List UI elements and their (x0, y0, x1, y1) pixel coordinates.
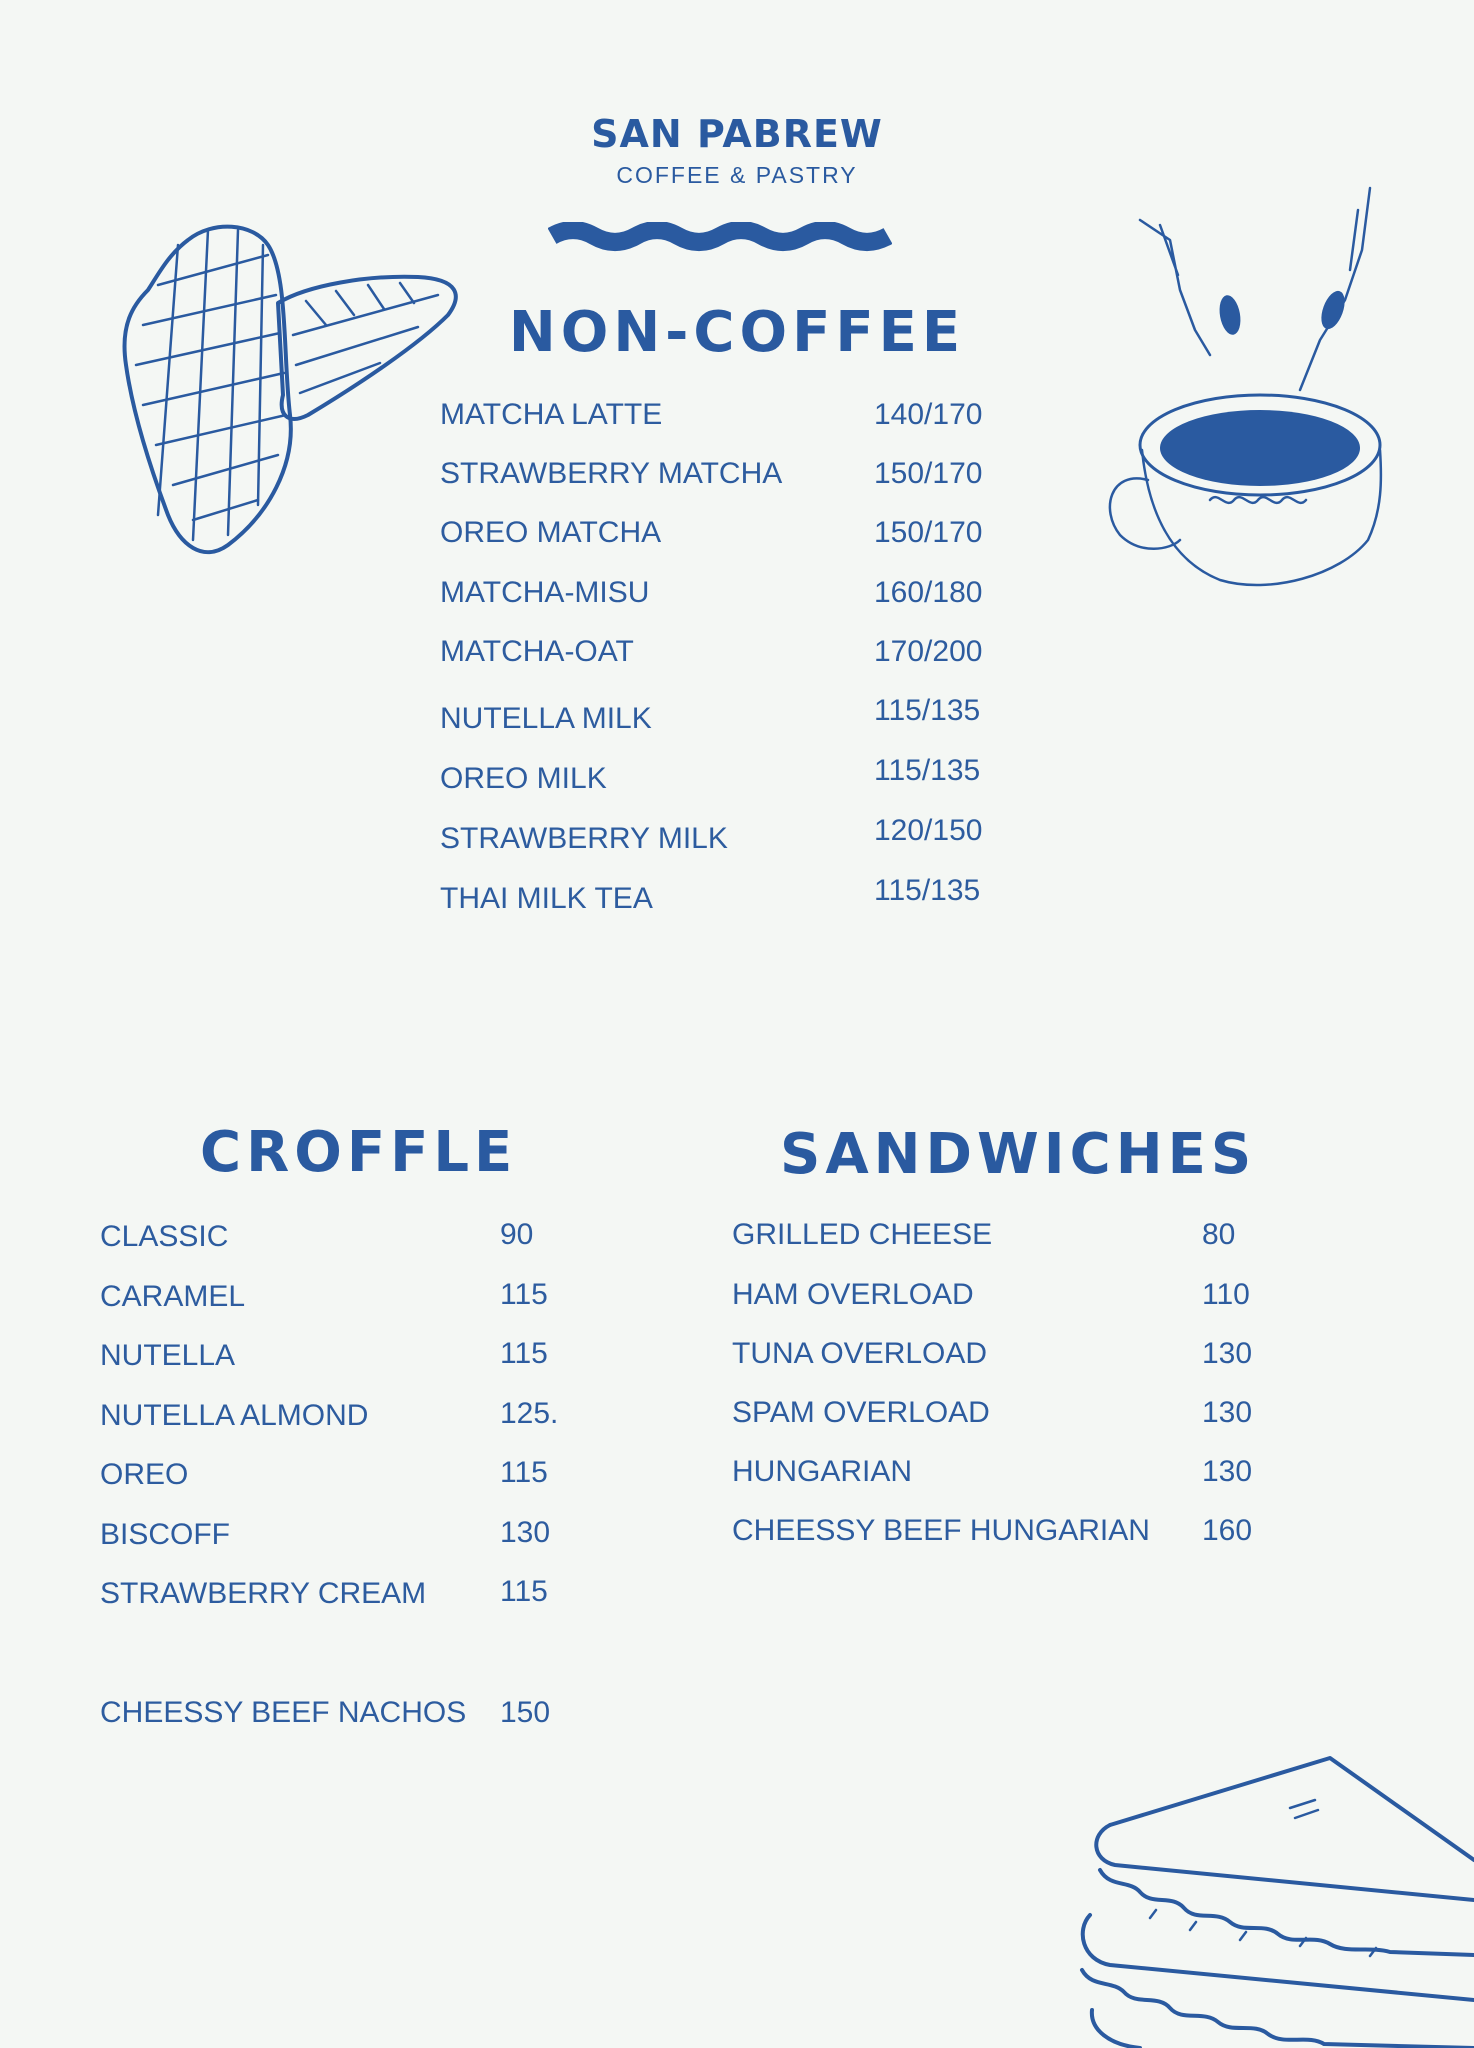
item-name: CHEESSY BEEF NACHOS (100, 1696, 467, 1729)
item-price: 150/170 (874, 457, 983, 490)
item-name: STRAWBERRY MILK (440, 822, 728, 855)
sandwiches-heading: SANDWICHES (780, 1122, 1257, 1187)
item-name: CARAMEL (100, 1280, 246, 1313)
item-price: 110 (1202, 1278, 1250, 1311)
item-name: THAI MILK TEA (440, 882, 653, 915)
item-name: MATCHA-MISU (440, 576, 650, 609)
item-price: 90 (500, 1218, 534, 1251)
item-name: HUNGARIAN (732, 1455, 913, 1488)
item-name: MATCHA-OAT (440, 635, 634, 668)
item-price: 140/170 (874, 398, 983, 431)
croffle-list (100, 1220, 620, 1740)
item-name: OREO MILK (440, 762, 607, 795)
item-price: 150/170 (874, 516, 983, 549)
item-price: 80 (1202, 1218, 1236, 1251)
item-name: NUTELLA ALMOND (100, 1399, 369, 1432)
brand-subtitle: COFFEE & PASTRY (616, 162, 858, 188)
item-name: STRAWBERRY MATCHA (440, 457, 783, 490)
item-price: 115/135 (874, 874, 981, 907)
sandwiches-list (732, 1218, 1292, 1598)
item-name: NUTELLA MILK (440, 702, 652, 735)
item-price: 160/180 (874, 576, 983, 609)
item-price: 130 (500, 1516, 551, 1549)
item-price: 120/150 (874, 814, 983, 847)
item-name: GRILLED CHEESE (732, 1218, 993, 1251)
item-name: OREO (100, 1458, 189, 1491)
item-price: 125. (500, 1397, 559, 1430)
item-price: 115/135 (874, 754, 981, 787)
item-price: 170/200 (874, 635, 983, 668)
item-name: OREO MATCHA (440, 516, 662, 549)
item-price: 130 (1202, 1396, 1253, 1429)
item-price: 130 (1202, 1455, 1253, 1488)
waffle-icon (118, 215, 468, 565)
item-price: 115/135 (874, 694, 981, 727)
item-price: 160 (1202, 1514, 1253, 1547)
item-name: NUTELLA (100, 1339, 236, 1372)
item-name: CLASSIC (100, 1220, 229, 1253)
item-name: CHEESSY BEEF HUNGARIAN (732, 1514, 1150, 1547)
item-price: 115 (500, 1575, 548, 1608)
wave-divider-icon (548, 222, 892, 262)
item-price: 115 (500, 1337, 548, 1370)
brand-name: SAN PABREW (591, 112, 883, 156)
item-price: 130 (1202, 1337, 1253, 1370)
non-coffee-heading: NON-COFFEE (508, 300, 966, 365)
item-name: BISCOFF (100, 1518, 231, 1551)
item-price: 150 (500, 1696, 551, 1729)
coffee-cup-icon (1100, 180, 1400, 600)
non-coffee-list (440, 398, 1040, 928)
item-name: MATCHA LATTE (440, 398, 663, 431)
item-name: STRAWBERRY CREAM (100, 1577, 427, 1610)
sandwich-icon (1070, 1750, 1474, 2048)
item-name: HAM OVERLOAD (732, 1278, 974, 1311)
item-price: 115 (500, 1456, 548, 1489)
croffle-heading: CROFFLE (200, 1120, 518, 1185)
item-name: TUNA OVERLOAD (732, 1337, 988, 1370)
item-name: SPAM OVERLOAD (732, 1396, 990, 1429)
item-price: 115 (500, 1278, 548, 1311)
